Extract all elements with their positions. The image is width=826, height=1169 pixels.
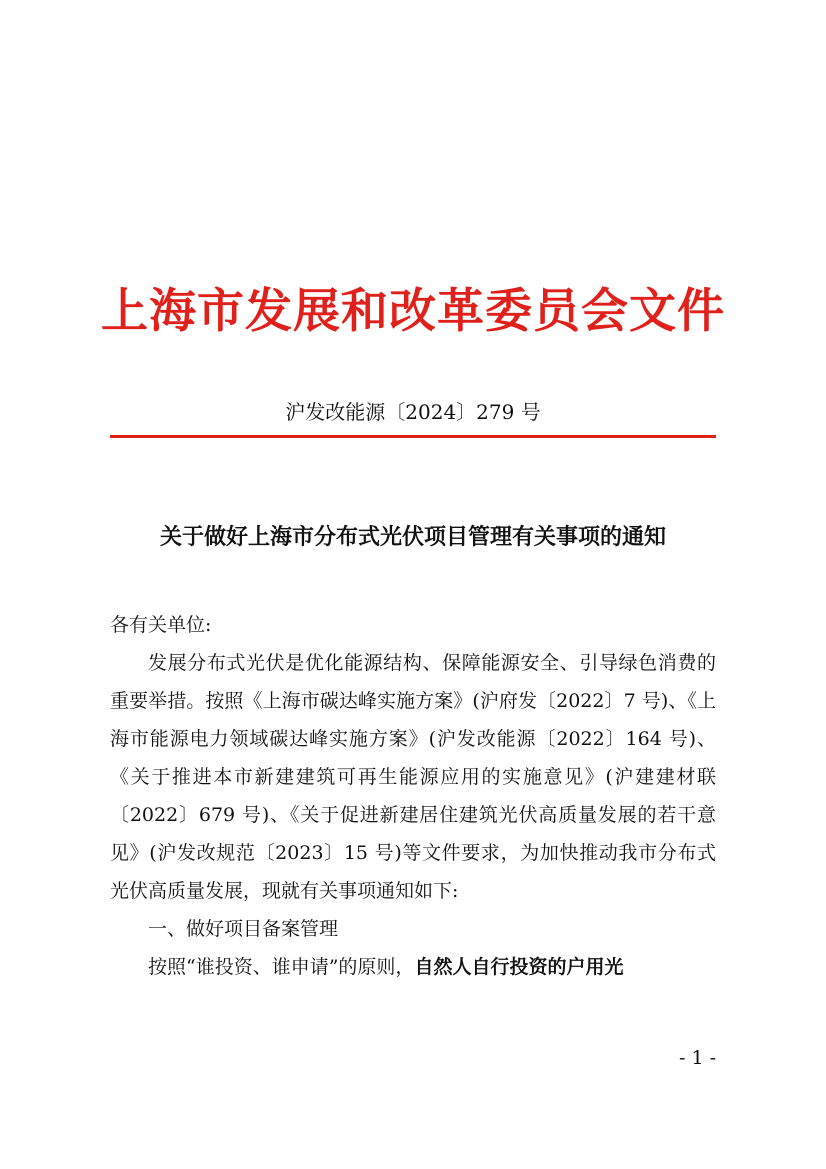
salutation: 各有关单位: [110,614,212,636]
header-divider-rule [110,435,716,438]
body-paragraph-1: 发展分布式光伏是优化能源结构、保障能源安全、引导绿色消费的重要举措。按照《上海市碳达峰实施方案》(沪府发〔2022〕7 号)、《上海市能源电力领域碳达峰实施方案》(沪发改能源〔2022〕164 号)、《关于推进本市新建建筑可再生能源应用的实施意见》(沪建建材联〔2022〕679 号)、《关于促进新建居住建筑光伏高质量发展的若干意见》(沪发改规范〔2023〕15 号)等文件要求，为加快推动我市分布式光伏高质量发展，现就有关事项通知如下: [110,652,716,902]
document-body [110,606,716,986]
body-paragraph-2 [110,948,716,986]
document-header-title: 上海市发展和改革委员会文件 [101,284,725,339]
section-heading-1: 一、做好项目备案管理 [148,918,339,940]
notice-title: 关于做好上海市分布式光伏项目管理有关事项的通知 [159,524,666,550]
paragraph-2-lead: 按照“谁投资、谁申请”的原则， [148,956,415,978]
document-number: 沪发改能源〔2024〕279 号 [285,400,541,424]
page-number: - 1 - [678,1047,716,1069]
paragraph-2-emphasis: 自然人自行投资的户用光 [414,956,624,978]
